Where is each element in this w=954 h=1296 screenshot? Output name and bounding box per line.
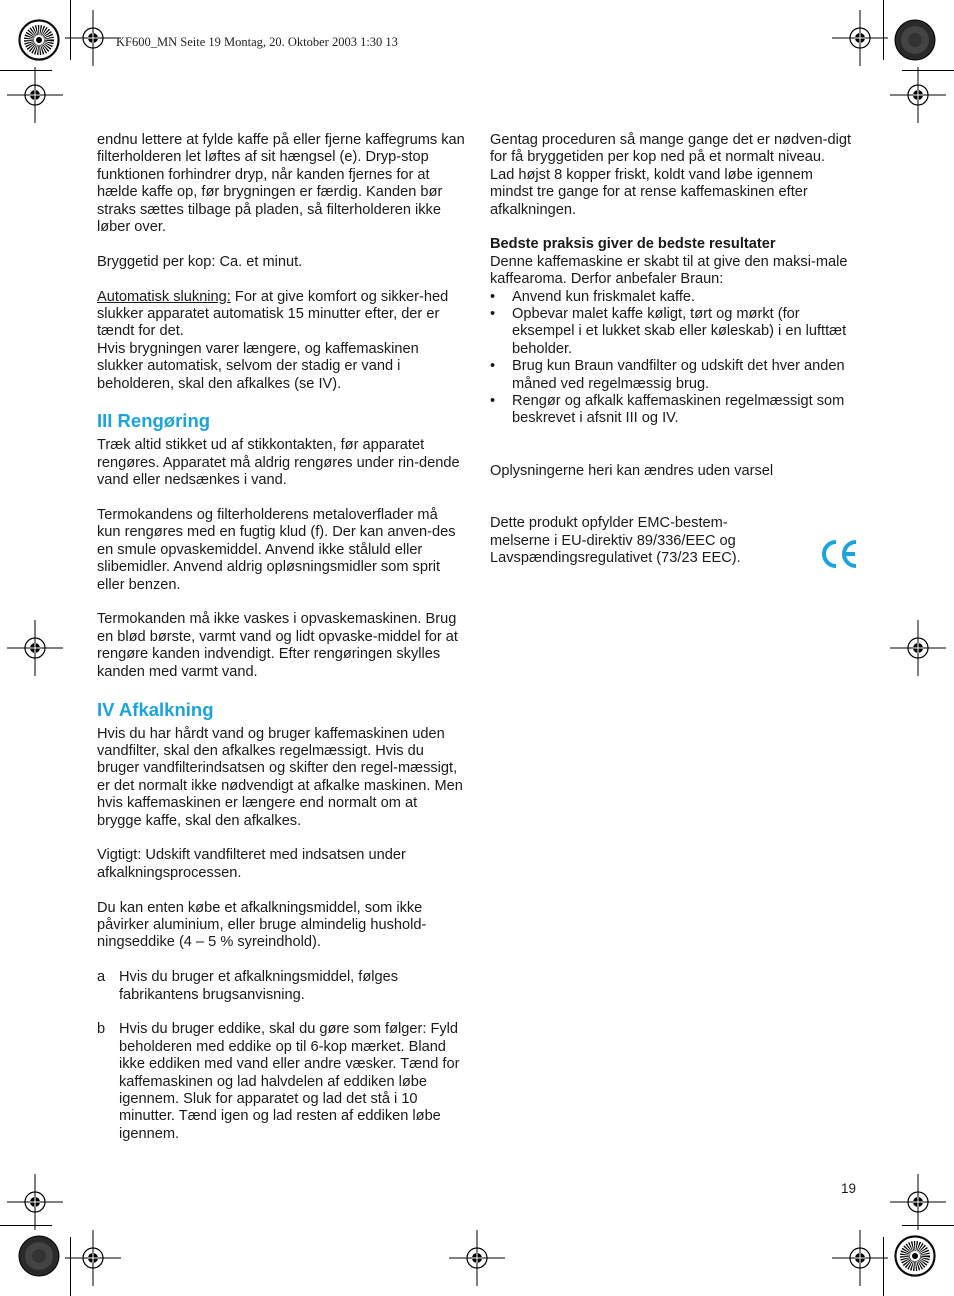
list-item-letter: a — [97, 969, 106, 986]
registration-mark-icon — [63, 1228, 123, 1288]
registration-mark-icon — [5, 618, 65, 678]
list-item-text: Brug kun Braun vandfilter og udskift det hver anden måned ved regelmæssig brug. — [512, 358, 845, 392]
list-item-text: Anvend kun friskmalet kaffe. — [512, 288, 696, 305]
screen-target-icon — [893, 18, 937, 62]
list-item — [490, 289, 856, 306]
auto-off-text: For at give komfort og sikker-hed slukker apparatet automatisk 15 minutter efter, der er tændt for det. — [97, 288, 449, 340]
list-item-a — [97, 969, 465, 1004]
bullet: • — [490, 393, 496, 410]
best-practice-intro: Denne kaffemaskine er skabt til at give den maksi-male kaffearoma. Derfor anbefaler Braun: — [490, 253, 848, 288]
cleaning-paragraph-3: Termokanden må ikke vaskes i opvaskemaskinen. Brug en blød børste, varmt vand og lidt opvaske-middel for at rengøre kanden indvendigt. Efter rengøringen skylles kanden med varmt vand. — [97, 611, 458, 680]
auto-off-paragraph-2: Hvis brygningen varer længere, og kaffemaskinen slukker automatisk, selvom der stadig er vand i beholderen, skal den afkalkes (se IV). — [97, 340, 419, 392]
list-item-text: Hvis du bruger eddike, skal du gøre som følger: Fyld beholderen med eddike op til 6-kop mærket. Bland ikke eddiken med vand eller andre væsker. Tænd for kaffemaskinen og lad halvdelen af eddiken løbe igennem. Sluk for apparatet og lad det stå i 10 minutter. Tænd igen og lad resten af eddiken løbe igennem. — [119, 1021, 460, 1142]
registration-mark-icon — [830, 8, 890, 68]
best-practice-heading: Bedste praksis giver de bedste resultater — [490, 236, 776, 253]
page-number: 19 — [841, 1181, 857, 1196]
section-heading-cleaning: III Rengøring — [97, 410, 211, 432]
registration-mark-icon — [830, 1228, 890, 1288]
registration-mark-icon — [888, 1172, 948, 1232]
list-item-text: Opbevar malet kaffe køligt, tørt og mørkt (for eksempel i et lukket skab eller køleskab) i en lufttæt beholder. — [512, 306, 847, 357]
brew-time-paragraph: Bryggetid per kop: Ca. et minut. — [97, 253, 303, 270]
star-target-icon — [17, 18, 61, 62]
cleaning-paragraph-1: Træk altid stikket ud af stikkontakten, før apparatet rengøres. Apparatet må aldrig rengøres under rin-dende vand eller nedsænkes i vand. — [97, 437, 460, 489]
list-item-text: Hvis du bruger et afkalkningsmiddel, følges fabrikantens brugsanvisning. — [119, 969, 399, 1003]
left-column — [97, 132, 465, 1161]
repeat-paragraph-1: Gentag proceduren så mange gange det er nødven-digt for få bryggetiden per kop ned på et normalt niveau. — [490, 132, 852, 166]
bullet: • — [490, 306, 496, 323]
notice-paragraph: Oplysningerne heri kan ændres uden varsel — [490, 462, 774, 479]
auto-off-label: Automatisk slukning: — [97, 288, 231, 305]
section-heading-descaling: IV Afkalkning — [97, 698, 214, 720]
emc-paragraph: Dette produkt opfylder EMC-bestem-melserne i EU-direktiv 89/336/EEC og Lavspændingsregulativet (73/23 EEC). — [490, 515, 741, 567]
list-item-text: Rengør og afkalk kaffemaskinen regelmæssigt som beskrevet i afsnit III og IV. — [512, 393, 845, 427]
list-item — [490, 358, 856, 393]
screen-target-icon — [17, 1234, 61, 1278]
auto-off-paragraph — [97, 289, 465, 341]
cleaning-paragraph-2: Termokandens og filterholderens metaloverflader må kun rengøres med en fugtig klud (f). Der kan anven-des en smule opvaskemiddel. Anvend ikke ståluld eller slibemidler. Anvend aldrig opløsningsmidler som sprit eller benzen. — [97, 507, 456, 593]
descaling-paragraph-2: Vigtigt: Udskift vandfilteret med indsatsen under afkalkningsprocessen. — [97, 847, 406, 881]
ce-mark-icon — [820, 536, 858, 572]
registration-mark-icon — [5, 1172, 65, 1232]
registration-mark-icon — [888, 618, 948, 678]
descaling-paragraph-1: Hvis du har hårdt vand og bruger kaffemaskinen uden vandfilter, skal den afkalkes regelmæssigt. Hvis du bruger vandfilterindsatsen og skifter den regel-mæssigt, er det normalt ikke nødvendigt at afkalke maskinen. Men hvis kaffemaskinen er længere end normalt om at brygge kaffe, skal den afkalkes. — [97, 725, 463, 829]
right-column — [490, 132, 856, 585]
bullet: • — [490, 288, 496, 305]
list-item-b — [97, 1021, 465, 1143]
registration-mark-icon — [888, 65, 948, 125]
star-target-icon — [893, 1234, 937, 1278]
bullet: • — [490, 358, 496, 375]
list-item-letter: b — [97, 1021, 106, 1038]
list-item — [490, 306, 856, 358]
list-item — [490, 393, 856, 428]
registration-mark-icon — [63, 8, 123, 68]
descaling-paragraph-3: Du kan enten købe et afkalkningsmiddel, som ikke påvirker aluminium, eller bruge almindelig hushold-ningseddike (4 – 5 % syreindhold). — [97, 899, 427, 951]
repeat-paragraph-2: Lad højst 8 kopper friskt, koldt vand løbe igennem mindst tre gange for at rense kaffemaskinen efter afkalkningen. — [490, 166, 813, 218]
print-job-header: KF600_MN Seite 19 Montag, 20. Oktober 2003 1:30 13 — [116, 35, 398, 49]
tips-list — [490, 289, 856, 428]
intro-paragraph: endnu lettere at fylde kaffe på eller fjerne kaffegrums kan filterholderen let løftes af sit hængsel (e). Dryp-stop funktionen forhindrer dryp, når kanden fjernes for at hælde kaffe op, før brygningen er færdig. Kanden bør straks sættes tilbage på pladen, så filterholderen ikke løber over. — [97, 132, 465, 236]
registration-mark-icon — [5, 65, 65, 125]
registration-mark-icon — [447, 1228, 507, 1288]
